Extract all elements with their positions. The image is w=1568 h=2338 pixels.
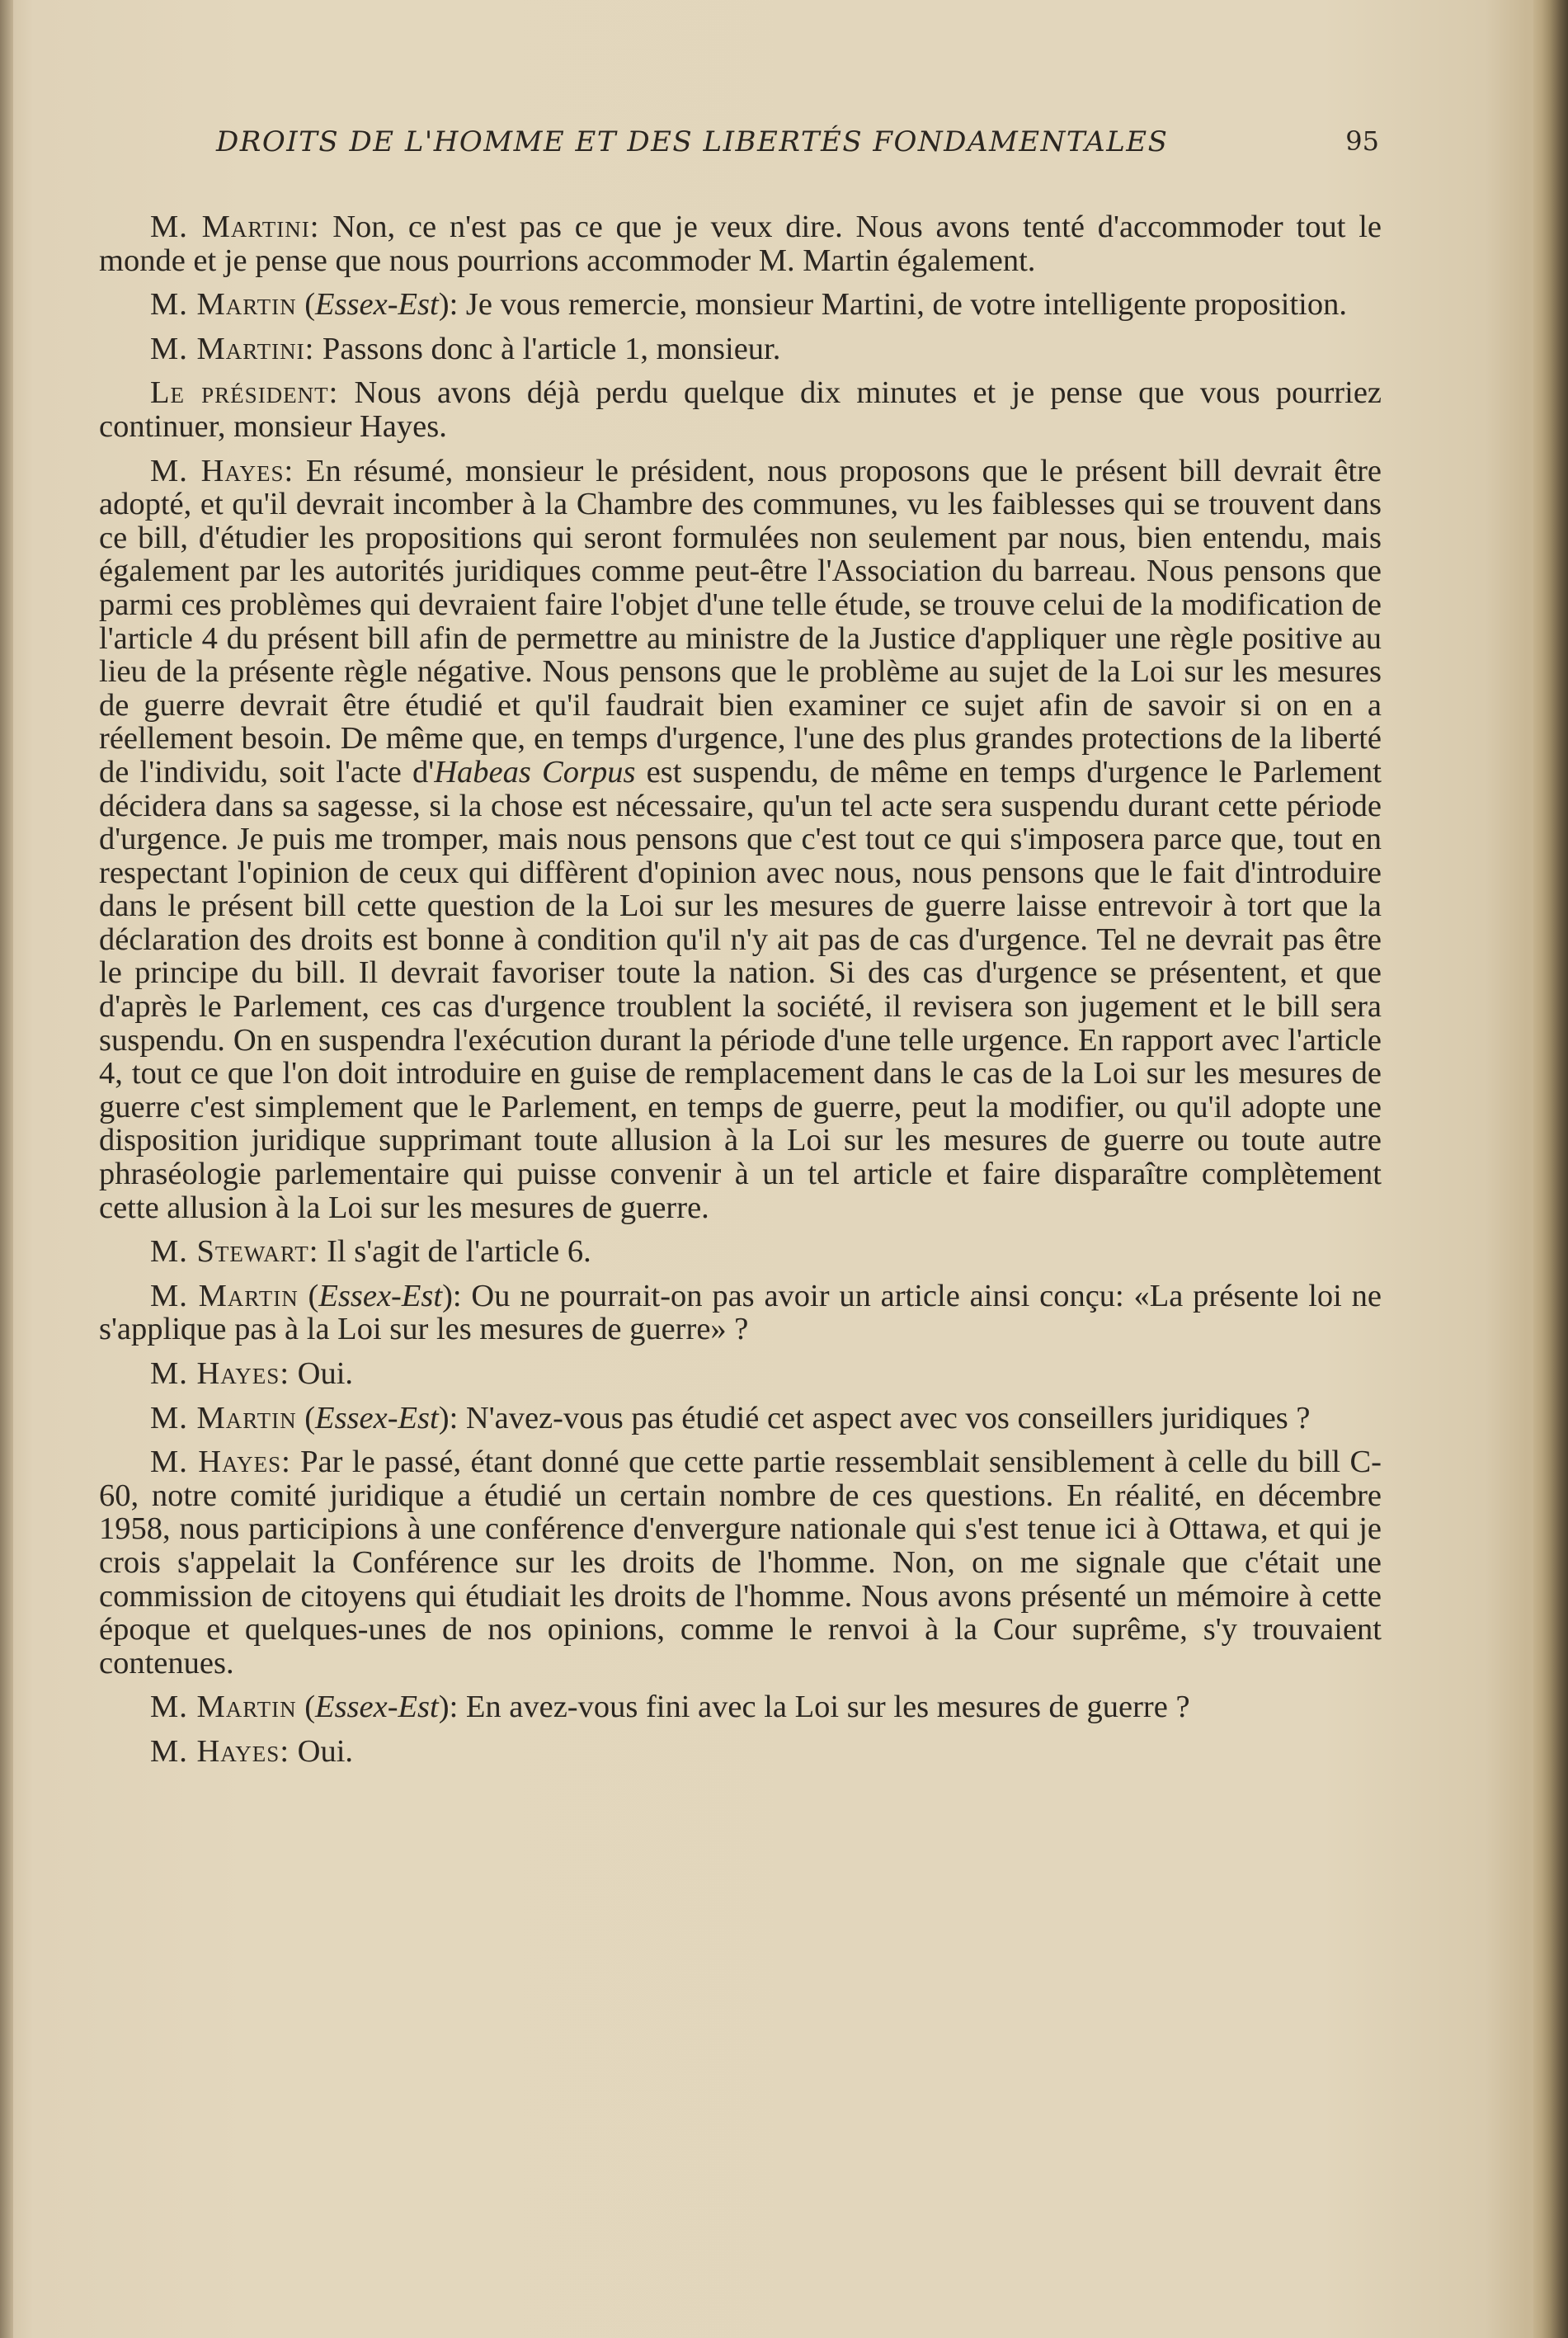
running-head	[216, 125, 1379, 175]
speech: Oui.	[290, 1733, 354, 1769]
speech: : En avez-vous fini avec la Loi sur les mesures de guerre ?	[449, 1690, 1190, 1725]
speech: Non, ce n'est pas ce que je veux dire. Nous avons tenté d'accommoder tout le monde et je pense que nous pourrions accommoder M. Martin également.	[99, 210, 1382, 278]
speech: : N'avez-vous pas étudié cet aspect avec vos conseillers juridiques ?	[449, 1400, 1311, 1435]
speech: Par le passé, étant donné que cette partie ressemblait sensiblement à celle du bill C-60, notre comité juridique a étudié un certain nombre de ces questions. En réalité, en décembre 1958, nous participions à une conférence d'envergure nationale qui s'est tenue ici à Ottawa, et qui je crois s'appelait la Conférence sur les droits de l'homme. Non, on me signale que c'était une commission de citoyens qui étudiait les droits de l'homme. Nous avons présenté un mémoire à cette époque et quelques-unes de nos opinions, comme le renvoi à la Cour suprême, s'y trouvaient contenues.	[99, 1445, 1382, 1680]
paragraph: M. Martin (Essex-Est): Ou ne pourrait-on pas avoir un article ainsi conçu: «La présente loi ne s'applique pas à la Loi sur les mesures de guerre» ?	[99, 1278, 1382, 1347]
speaker: M. Martin	[150, 1400, 297, 1435]
riding: Essex-Est	[315, 1400, 439, 1435]
speech: Oui.	[290, 1356, 354, 1391]
paragraph	[99, 376, 1382, 443]
riding: Essex-Est	[318, 1278, 443, 1313]
paragraph	[99, 1235, 1382, 1269]
speaker: M. Martin	[150, 1690, 297, 1725]
page-number: 95	[1345, 125, 1379, 157]
speaker: M. Martini:	[150, 331, 315, 366]
speaker: M. Hayes:	[150, 1733, 290, 1769]
running-title: DROITS DE L'HOMME ET DES LIBERTÉS FONDAMENTALES	[216, 125, 1169, 158]
speaker: M. Martin	[150, 1278, 299, 1313]
paragraph	[99, 210, 1382, 277]
paragraph: M. Martin (Essex-Est): N'avez-vous pas étudié cet aspect avec vos conseillers juridiques ?	[150, 1400, 1311, 1435]
paragraph: M. Martin (Essex-Est): En avez-vous fini avec la Loi sur les mesures de guerre ?	[150, 1690, 1190, 1725]
paragraph	[99, 332, 1382, 366]
page-edge-stack	[1533, 0, 1568, 2338]
speaker: Le président:	[150, 375, 339, 411]
paragraph	[99, 455, 1382, 1225]
speaker: M. Hayes:	[150, 1445, 291, 1480]
speech: est suspendu, de même en temps d'urgence le Parlement décidera dans sa sagesse, si la chose est nécessaire, qu'un tel acte sera suspendu durant cette période d'urgence. Je puis me tromper, mais nous pensons que c'est tout ce qui s'imposera parce que, tout en respectant l'opinion de ceux qui diffèrent d'opinion avec nous, nous pensons que le fait d'introduire dans le présent bill cette question de la Loi sur les mesures de guerre laisse entrevoir à tort que la déclaration des droits est bonne à condition qu'il n'y ait pas de cas d'urgence. Tel ne devrait pas être le principe du bill. Il devrait favoriser toute la nation. Si des cas d'urgence se présentent, et que d'après le Parlement, ces cas d'urgence troublent la société, il revisera son jugement et le bill sera suspendu. On en suspendra l'exécution durant la période d'une telle urgence. En rapport avec l'article 4, tout ce que l'on doit introduire en guise de remplacement dans le cas de la Loi sur les mesures de guerre c'est simplement que le Parlement, en temps de guerre, peut la modifier, ou qu'il adopte une disposition juridique supprimant toute allusion à la Loi sur les mesures de guerre ou toute autre phraséologie parlementaire qui puisse convenir à un tel article et faire disparaître complètement cette allusion à la Loi sur les mesures de guerre.	[99, 754, 1382, 1225]
transcript-body	[99, 210, 1382, 1779]
paragraph	[99, 1357, 1382, 1391]
italic-term: Habeas Corpus	[434, 754, 636, 790]
paragraph: M. Martin (Essex-Est): Je vous remercie, monsieur Martini, de votre intelligente proposition.	[150, 287, 1347, 323]
speech: Nous avons déjà perdu quelque dix minutes et je pense que vous pourriez continuer, monsieur Hayes.	[99, 375, 1382, 444]
speech: En résumé, monsieur le président, nous proposons que le présent bill devrait être adopté, et qu'il devrait incomber à la Chambre des communes, vu les faiblesses qui se trouvent dans ce bill, d'étudier les propositions qui seront formulées non seulement par nous, bien entendu, mais également par les autorités juridiques comme peut-être l'Association du barreau. Nous pensons que parmi ces problèmes qui devraient faire l'objet d'une telle étude, se trouve celui de la modification de l'article 4 du présent bill afin de permettre au ministre de la Justice d'appliquer une règle positive au lieu de la présente règle négative. Nous pensons que le problème au sujet de la Loi sur les mesures de guerre devrait être étudié et qu'il faudrait bien examiner ce sujet afin de savoir si on en a réellement besoin. De même que, en temps d'urgence, l'une des plus grandes protections de la liberté de l'individu, soit l'acte d'	[99, 453, 1382, 790]
riding: Essex-Est	[315, 287, 439, 323]
paragraph	[99, 1735, 1382, 1769]
speaker: M. Stewart:	[150, 1234, 319, 1270]
speech: : Je vous remercie, monsieur Martini, de votre intelligente proposition.	[449, 287, 1347, 323]
speaker: M. Martini:	[150, 210, 320, 244]
riding: Essex-Est	[315, 1690, 439, 1725]
speaker: M. Martin	[150, 287, 297, 323]
speaker: M. Hayes:	[150, 1356, 290, 1391]
speech: : Ou ne pourrait-on pas avoir un article ainsi conçu: «La présente loi ne s'applique pas à la Loi sur les mesures de guerre» ?	[99, 1278, 1382, 1347]
paragraph	[99, 1445, 1382, 1680]
speech: Passons donc à l'article 1, monsieur.	[314, 331, 781, 366]
book-spine-shadow	[0, 0, 13, 2338]
speaker: M. Hayes:	[150, 453, 294, 488]
speech: Il s'agit de l'article 6.	[318, 1234, 591, 1270]
